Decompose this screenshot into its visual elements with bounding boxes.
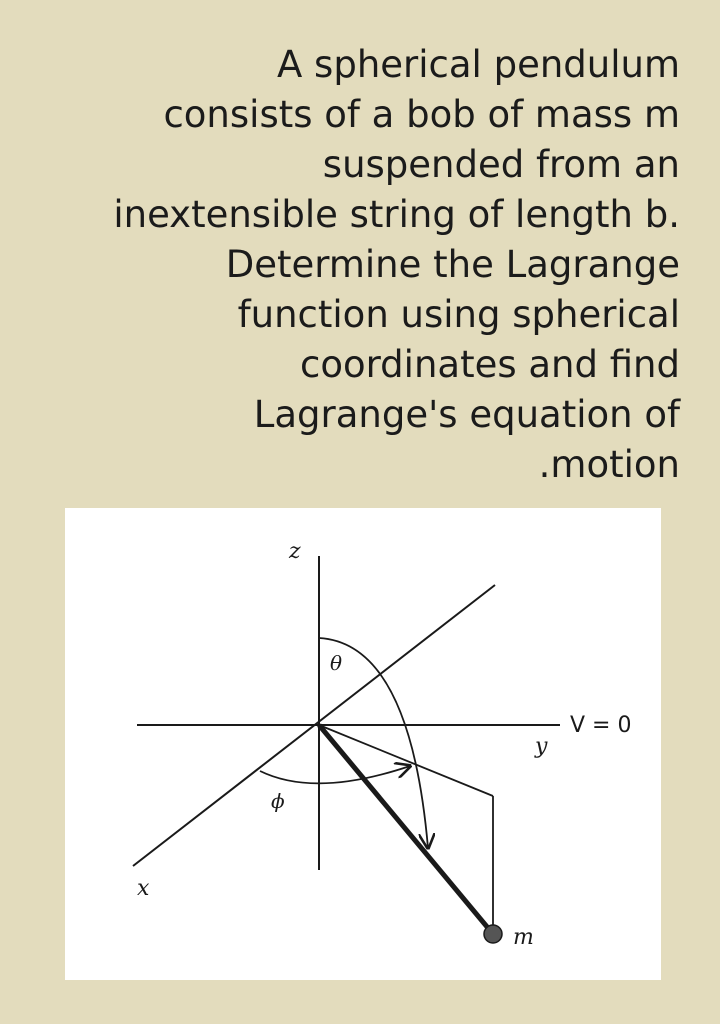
- phi-arc: [260, 766, 410, 783]
- pendulum-string: [319, 725, 493, 934]
- question-text: [40, 40, 680, 490]
- question-line: function using spherical: [237, 293, 680, 336]
- question-line: A spherical pendulum: [276, 43, 680, 86]
- question-line: inextensible string of length b.: [113, 193, 680, 236]
- phi-label: ϕ: [271, 789, 285, 813]
- question-line: Determine the Lagrange: [225, 243, 680, 286]
- potential-label: V = 0: [570, 713, 632, 738]
- z-axis-label: z: [289, 539, 301, 564]
- pendulum-bob: [484, 925, 502, 943]
- mass-label: m: [513, 925, 534, 950]
- question-line: coordinates and find: [300, 343, 680, 386]
- question-line: .motion: [538, 443, 680, 486]
- projection-line: [319, 725, 493, 796]
- pendulum-diagram: [65, 508, 661, 980]
- pendulum-diagram-svg: [65, 508, 661, 980]
- question-line: suspended from an: [322, 143, 680, 186]
- theta-label: θ: [330, 651, 343, 675]
- question-line: Lagrange's equation of: [253, 393, 680, 436]
- x-axis-label: x: [137, 876, 150, 901]
- y-axis-label: y: [535, 734, 548, 759]
- question-line: consists of a bob of mass m: [163, 93, 680, 136]
